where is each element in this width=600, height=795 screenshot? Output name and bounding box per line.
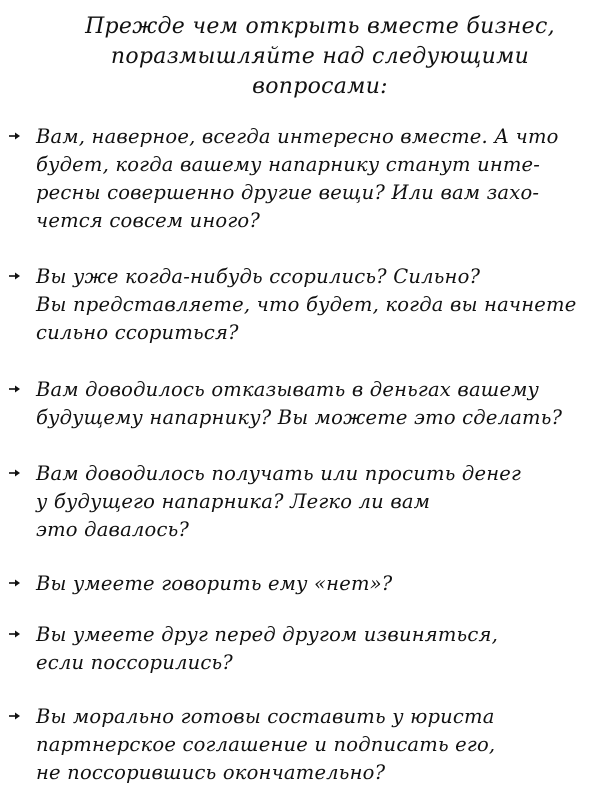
question-text bbox=[36, 703, 596, 787]
question-text bbox=[36, 621, 596, 677]
arrow-right-icon bbox=[8, 269, 22, 283]
question-line: Вы представляете, что будет, когда вы начнете bbox=[36, 293, 577, 316]
heading-line: вопросами: bbox=[252, 74, 388, 99]
question-line: ресны совершенно другие вещи? Или вам захо- bbox=[36, 181, 540, 204]
arrow-right-icon bbox=[8, 382, 22, 396]
question-line: будет, когда вашему напарнику станут инте- bbox=[36, 153, 541, 176]
question-line: у будущего напарника? Легко ли вам bbox=[36, 490, 431, 513]
question-line: будущему напарнику? Вы можете это сделать? bbox=[36, 406, 563, 429]
heading-line: поразмышляйте над следующими bbox=[110, 44, 530, 69]
question-text bbox=[36, 123, 596, 235]
question-line: Вам доводилось отказывать в деньгах вашему bbox=[36, 378, 540, 401]
question-text bbox=[36, 460, 596, 544]
question-line: не поссорившись окончательно? bbox=[36, 761, 386, 784]
arrow-right-icon bbox=[8, 627, 22, 641]
question-line: Вы умеете друг перед другом извиняться, bbox=[36, 623, 498, 646]
question-line: сильно ссориться? bbox=[36, 321, 239, 344]
question-line: Вы умеете говорить ему «нет»? bbox=[36, 572, 393, 595]
question-line: Вы уже когда-нибудь ссорились? Сильно? bbox=[36, 265, 481, 288]
question-line: Вы морально готовы составить у юриста bbox=[36, 705, 495, 728]
question-line: Вам доводилось получать или просить денег bbox=[36, 462, 522, 485]
question-line: это давалось? bbox=[36, 518, 190, 541]
question-text bbox=[36, 570, 596, 598]
arrow-right-icon bbox=[8, 466, 22, 480]
question-text bbox=[36, 376, 596, 432]
question-line: если поссорились? bbox=[36, 651, 233, 674]
question-line: чется совсем иного? bbox=[36, 209, 261, 232]
question-line: партнерское соглашение и подписать его, bbox=[36, 733, 496, 756]
heading-line: Прежде чем открыть вместе бизнес, bbox=[85, 14, 555, 39]
question-line: Вам, наверное, всегда интересно вместе. А что bbox=[36, 125, 559, 148]
question-text bbox=[36, 263, 596, 347]
arrow-right-icon bbox=[8, 709, 22, 723]
arrow-right-icon bbox=[8, 129, 22, 143]
page-heading bbox=[40, 12, 600, 102]
arrow-right-icon bbox=[8, 576, 22, 590]
